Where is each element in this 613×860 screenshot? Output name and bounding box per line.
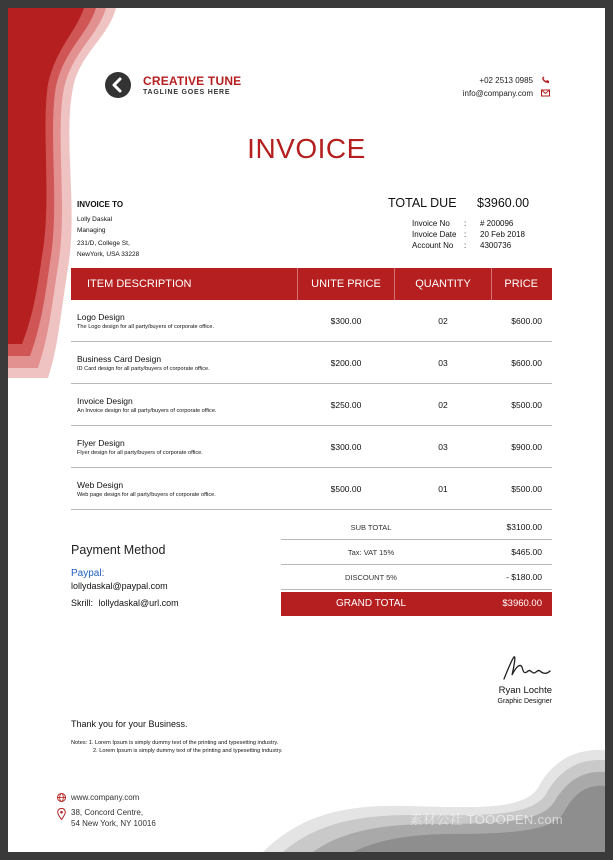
item-cell bbox=[71, 300, 298, 342]
meta-invoice-date: Invoice Date : 20 Feb 2018 bbox=[412, 230, 525, 239]
skrill-label: Skrill: bbox=[71, 598, 93, 608]
items-table bbox=[71, 268, 552, 510]
discount-row bbox=[281, 565, 552, 590]
invoice-title: INVOICE bbox=[247, 133, 366, 164]
header-quantity: QUANTITY bbox=[395, 268, 492, 300]
signature-image bbox=[500, 653, 552, 683]
notes-line-1: Notes: 1. Lorem Ipsum is simply dummy text of the printing and typesetting industry. bbox=[71, 740, 279, 746]
notes-label: Notes: bbox=[71, 740, 88, 746]
footer-address-1: 38, Concord Centre, bbox=[71, 808, 144, 817]
item-cell bbox=[71, 342, 298, 384]
brand-tagline: TAGLINE GOES HERE bbox=[143, 89, 231, 96]
table-header-row bbox=[71, 268, 552, 300]
tax-value: $465.00 bbox=[511, 547, 542, 557]
item-price: $900.00 bbox=[492, 426, 553, 468]
table-row bbox=[71, 426, 552, 468]
chevron-left-icon bbox=[105, 72, 131, 98]
item-desc: The Logo design for all party/buyers of corporate office. bbox=[77, 323, 215, 330]
tax-row bbox=[281, 540, 552, 565]
item-name: Web Design bbox=[77, 479, 124, 490]
paypal-email: lollydaskal@paypal.com bbox=[71, 581, 168, 591]
contact-phone: +02 2513 0985 bbox=[479, 76, 533, 85]
discount-value: - $180.00 bbox=[506, 572, 542, 582]
item-quantity: 02 bbox=[395, 300, 492, 342]
thank-you-text: Thank you for your Business. bbox=[71, 719, 188, 729]
paypal-label: Paypal: bbox=[71, 568, 105, 579]
table-row bbox=[71, 342, 552, 384]
item-name: Business Card Design bbox=[77, 353, 162, 364]
item-quantity: 03 bbox=[395, 426, 492, 468]
logo-icon bbox=[105, 72, 131, 98]
subtotal-label: SUB TOTAL bbox=[350, 523, 392, 532]
signer-title: Graphic Designer bbox=[497, 698, 552, 705]
item-price: $600.00 bbox=[492, 300, 553, 342]
item-cell bbox=[71, 384, 298, 426]
signer-name: Ryan Lochte bbox=[498, 685, 552, 696]
footer-address-2: 54 New York, NY 10016 bbox=[71, 819, 156, 828]
phone-icon bbox=[541, 76, 550, 84]
grand-total-value: $3960.00 bbox=[502, 598, 542, 609]
skrill-row bbox=[71, 598, 179, 608]
watermark: 素材公社 TOOOPEN.com bbox=[409, 812, 563, 827]
item-quantity: 02 bbox=[395, 384, 492, 426]
grand-total-row bbox=[281, 592, 552, 616]
item-desc: An Invoice design for all party/buyers of corporate office. bbox=[77, 407, 217, 414]
item-name: Logo Design bbox=[77, 311, 125, 322]
item-quantity: 03 bbox=[395, 342, 492, 384]
item-unit-price: $500.00 bbox=[298, 468, 395, 510]
subtotal-value: $3100.00 bbox=[506, 522, 542, 532]
meta-account-no: Account No : 4300736 bbox=[412, 241, 512, 250]
item-unit-price: $200.00 bbox=[298, 342, 395, 384]
invoice-page bbox=[8, 8, 605, 852]
total-due-amount: $3960.00 bbox=[477, 196, 530, 210]
client-name: Lolly Daskal bbox=[77, 216, 113, 223]
globe-icon bbox=[57, 793, 66, 802]
grand-total-label: GRAND TOTAL bbox=[335, 598, 406, 609]
brand-name: CREATIVE TUNE bbox=[143, 74, 242, 88]
invoice-to-label: INVOICE TO bbox=[77, 200, 124, 209]
header-item-description: ITEM DESCRIPTION bbox=[71, 268, 298, 300]
notes-line-2: 2. Lorem Ipsum is simply dummy text of the printing and typesetting industry. bbox=[93, 748, 283, 754]
item-unit-price: $300.00 bbox=[298, 300, 395, 342]
item-desc: ID Card design for all party/buyers of corporate office. bbox=[77, 365, 210, 372]
discount-label: DISCOUNT 5% bbox=[345, 573, 397, 582]
invoice-to-block bbox=[77, 214, 139, 260]
table-row bbox=[71, 384, 552, 426]
location-pin-icon bbox=[57, 808, 66, 820]
mail-icon bbox=[541, 89, 550, 97]
item-price: $500.00 bbox=[492, 384, 553, 426]
client-role: Managing bbox=[77, 227, 106, 234]
item-cell bbox=[71, 426, 298, 468]
skrill-email: lollydaskal@url.com bbox=[98, 598, 179, 608]
item-cell bbox=[71, 468, 298, 510]
invoice-meta bbox=[412, 218, 525, 251]
tax-label: Tax: VAT 15% bbox=[347, 548, 395, 557]
subtotal-row bbox=[281, 515, 552, 540]
item-name: Flyer Design bbox=[77, 437, 125, 448]
item-desc: Flyer design for all party/buyers of corporate office. bbox=[77, 449, 203, 456]
item-quantity: 01 bbox=[395, 468, 492, 510]
header-unit-price: UNITE PRICE bbox=[298, 268, 395, 300]
notes-block bbox=[71, 739, 283, 755]
payment-method-title: Payment Method bbox=[71, 543, 166, 557]
item-unit-price: $250.00 bbox=[298, 384, 395, 426]
client-address-1: 231/D, College St, bbox=[77, 240, 130, 247]
client-address-2: NewYork, USA 33228 bbox=[77, 251, 140, 258]
contact-email: info@company.com bbox=[462, 89, 533, 98]
item-unit-price: $300.00 bbox=[298, 426, 395, 468]
item-price: $500.00 bbox=[492, 468, 553, 510]
footer-address bbox=[71, 807, 156, 829]
table-row bbox=[71, 300, 552, 342]
item-desc: Web page design for all party/buyers of corporate office. bbox=[77, 491, 216, 498]
item-price: $600.00 bbox=[492, 342, 553, 384]
table-row bbox=[71, 468, 552, 510]
meta-invoice-no: Invoice No : # 200096 bbox=[412, 219, 514, 228]
item-name: Invoice Design bbox=[77, 395, 133, 406]
total-due-label: TOTAL DUE bbox=[388, 196, 457, 210]
header-price: PRICE bbox=[492, 268, 553, 300]
footer-website: www.company.com bbox=[71, 793, 140, 802]
totals-block bbox=[281, 515, 552, 616]
